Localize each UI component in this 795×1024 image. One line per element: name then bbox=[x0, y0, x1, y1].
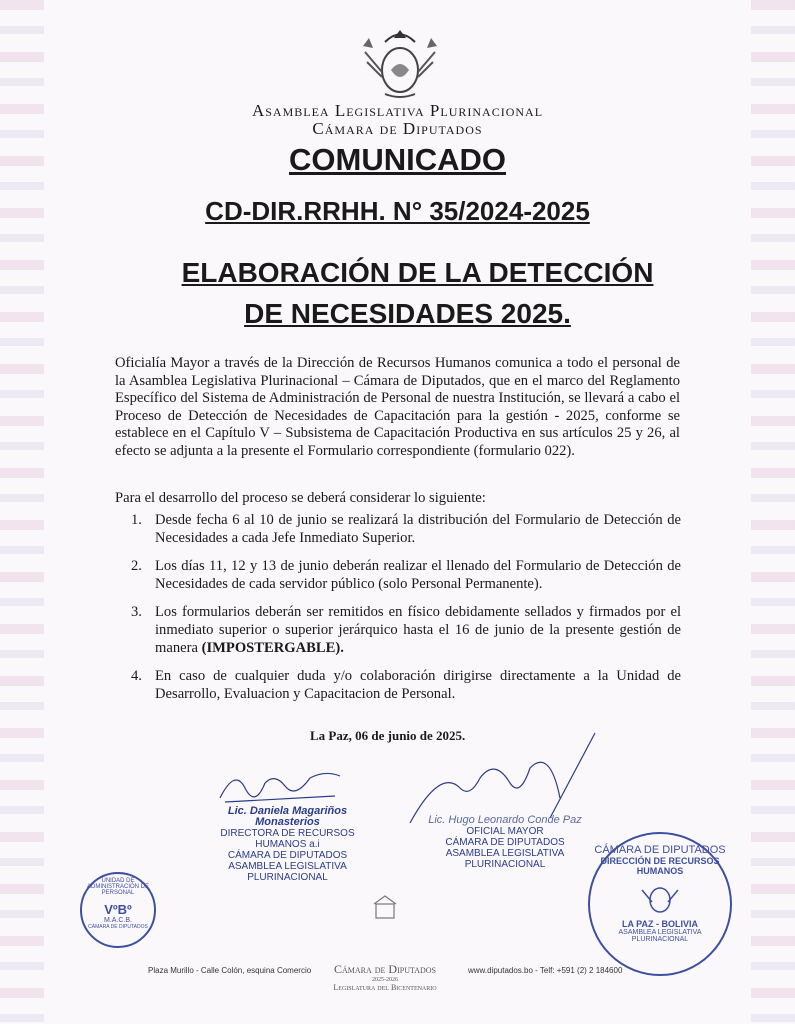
approval-stamp: UNIDAD DE ADMINISTRACIÓN DE PERSONAL VºBº M.A.C.B. CÁMARA DE DIPUTADOS bbox=[80, 872, 156, 948]
list-item: 2. Los días 11, 12 y 13 de junio deberán realizar el llenado del Formulario de Detección de Necesidades de cada servidor público (solo Personal Permanente). bbox=[131, 558, 681, 592]
emphasis: (IMPOSTERGABLE). bbox=[201, 639, 344, 656]
place-date: La Paz, 06 de junio de 2025. bbox=[310, 728, 466, 743]
footer-address: Plaza Murillo - Calle Colón, esquina Comercio bbox=[148, 966, 312, 975]
signature-block-1: Lic. Daniela Magariños Monasterios DIRECTORA DE RECURSOS HUMANOS a.i CÁMARA DE DIPUTADOS ASAMBLEA LEGISLATIVA PLURINACIONAL bbox=[220, 805, 355, 883]
document-title: COMUNICADO bbox=[289, 142, 506, 177]
main-paragraph: Oficialía Mayor a través de la Dirección de Recursos Humanos comunica a todo el personal de la Asamblea Legislativa Plurinacional – Cámara de Diputados, que en el marco del Reglamento Específico del Sistema de Administración de Personal de nuestra Institución, se llevará a cabo el Proceso de Detección de Necesidades de Capacitación para la gestión - 2025, conforme se establece en el Capítulo V – Subsistema de Capacitación Productiva en sus artículos 25 y 26, al efecto se adjunta a la presente el Formulario correspondiente (formulario 022). bbox=[115, 355, 680, 459]
instructions-list bbox=[131, 512, 681, 714]
official-seal: CÁMARA DE DIPUTADOS DIRECCIÓN DE RECURSOS HUMANOS LA PAZ - BOLIVIA ASAMBLEA LEGISLATIVA PLURINACIONAL bbox=[588, 832, 732, 976]
list-item: 4. En caso de cualquier duda y/o colaboración dirigirse directamente a la Unidad de Desarrollo, Evaluacion y Capacitacion de Personal. bbox=[131, 668, 681, 702]
footer-emblem: Cámara de Diputados 2025-2026 Legislatura del Bicentenario bbox=[315, 892, 455, 992]
institution-name: Asamblea Legislativa Plurinacional bbox=[251, 101, 544, 120]
signature-block-2: Lic. Hugo Leonardo Conde Paz OFICIAL MAYOR CÁMARA DE DIPUTADOS ASAMBLEA LEGISLATIVA PLURINACIONAL bbox=[428, 814, 582, 870]
building-icon bbox=[370, 892, 400, 922]
list-item: 1. Desde fecha 6 al 10 de junio se realizará la distribución del Formulario de Detección de Necesidades a cada Jefe Inmediato Superior. bbox=[131, 512, 681, 546]
list-item: 3. Los formularios deberán ser remitidos en físico debidamente sellados y firmados por el inmediato superior o superior jerárquico hasta el 16 de junio de la presente gestión de manera (IMPOSTERGABLE). bbox=[131, 604, 681, 656]
document-code: CD-DIR.RRHH. N° 35/2024-2025 bbox=[205, 196, 590, 226]
seal-crest-icon bbox=[638, 880, 682, 916]
coat-of-arms-icon bbox=[355, 22, 445, 102]
chamber-name: Cámara de Diputados bbox=[312, 119, 483, 138]
list-intro: Para el desarrollo del proceso se deberá considerar lo siguiente: bbox=[115, 490, 486, 506]
subject-line-1: ELABORACIÓN DE LA DETECCIÓN bbox=[181, 257, 654, 288]
footer-contact: www.diputados.bo - Telf: +591 (2) 2 184600 bbox=[468, 966, 623, 975]
subject-line-2: DE NECESIDADES 2025. bbox=[244, 298, 571, 329]
